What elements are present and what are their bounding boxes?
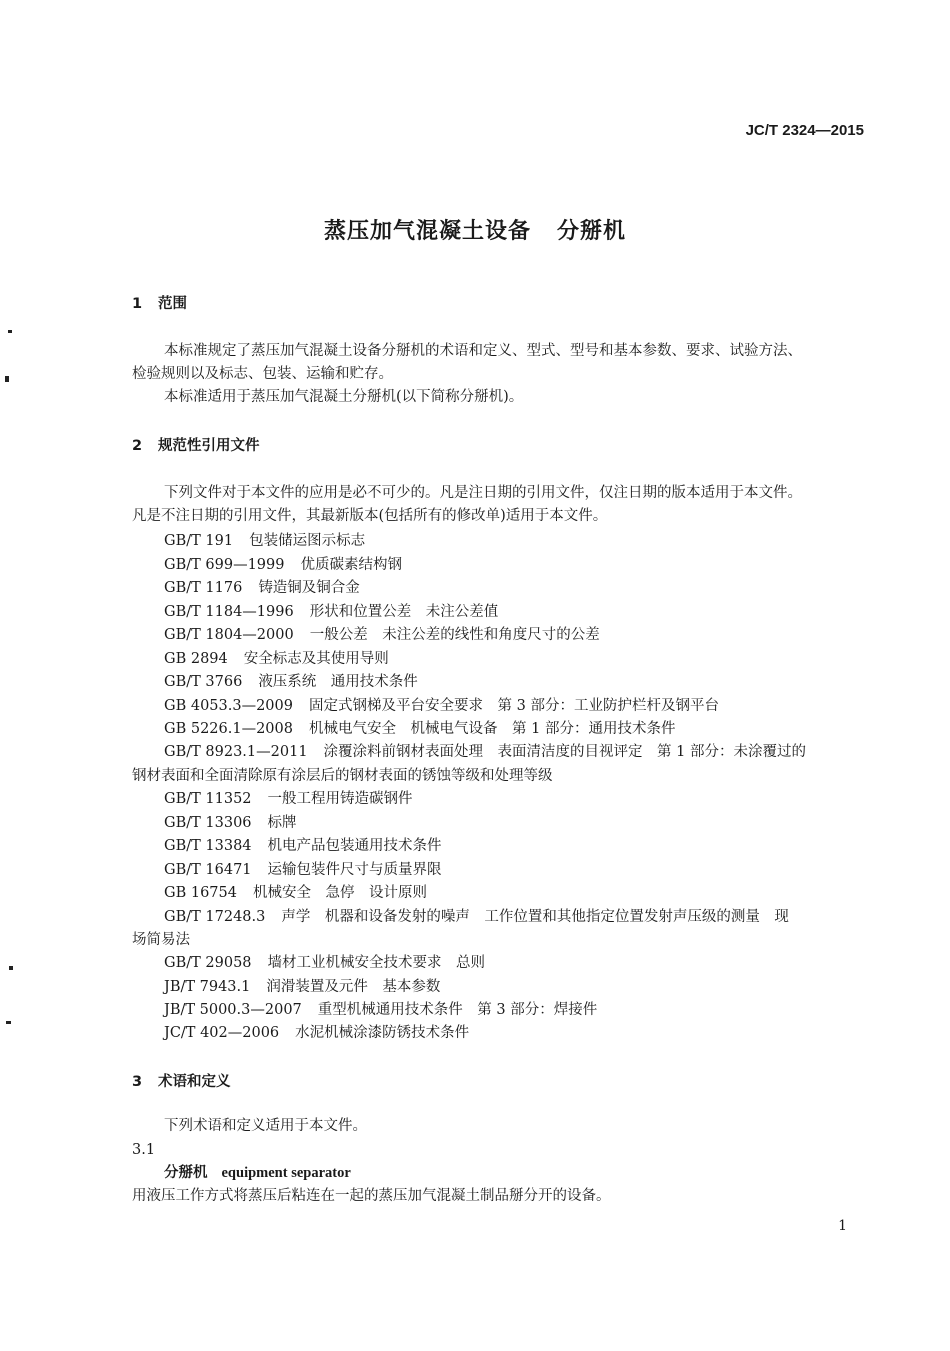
reference-item: GB/T 1804—2000 一般公差 未注公差的线性和角度尺寸的公差 [164,627,600,643]
scope-para-line: 检验规则以及标志、包装、运输和贮存。 [132,366,393,382]
reference-item: JB/T 7943.1 润滑装置及元件 基本参数 [164,979,441,995]
subclause-number: 3.1 [132,1142,156,1158]
reference-item-continuation: 场简易法 [132,932,190,948]
term-definition: 用液压工作方式将蒸压后粘连在一起的蒸压加气混凝土制品掰分开的设备。 [132,1188,611,1204]
reference-item: GB/T 1184—1996 形状和位置公差 未注公差值 [164,604,499,620]
reference-item: GB 4053.3—2009 固定式钢梯及平台安全要求 第 3 部分：工业防护栏杆及钢平台 [164,698,719,714]
reference-item: GB/T 11352 一般工程用铸造碳钢件 [164,791,413,807]
reference-item: GB/T 13384 机电产品包装通用技术条件 [164,838,442,854]
page-number: 1 [838,1218,847,1234]
reference-item: GB/T 17248.3 声学 机器和设备发射的噪声 工作位置和其他指定位置发射声压级的测量 现 [164,909,789,925]
reference-item: GB/T 3766 液压系统 通用技术条件 [164,674,418,690]
title-part-b: 分掰机 [557,219,627,244]
scope-para-line: 本标准规定了蒸压加气混凝土设备分掰机的术语和定义、型式、型号和基本参数、要求、试验方法、 [164,343,802,359]
reference-item: GB/T 8923.1—2011 涂覆涂料前钢材表面处理 表面清洁度的目视评定 第 1 部分：未涂覆过的 [164,744,806,760]
scan-mark [6,1021,11,1024]
section-heading-1: 1 范围 [132,296,187,312]
reference-item: GB/T 191 包装储运图示标志 [164,533,366,549]
scan-mark [9,966,13,970]
reference-item: JC/T 402—2006 水泥机械涂漆防锈技术条件 [164,1025,470,1041]
term-chinese: 分掰机 [164,1165,208,1181]
refs-intro-line: 凡是不注日期的引用文件，其最新版本(包括所有的修改单)适用于本文件。 [132,508,608,524]
reference-item: GB 5226.1—2008 机械电气安全 机械电气设备 第 1 部分：通用技术条件 [164,721,676,737]
term-english: equipment separator [221,1165,351,1181]
reference-item: GB 16754 机械安全 急停 设计原则 [164,885,427,901]
title-part-a: 蒸压加气混凝土设备 [323,219,531,244]
reference-item: JB/T 5000.3—2007 重型机械通用技术条件 第 3 部分：焊接件 [164,1002,598,1018]
reference-item: GB/T 13306 标牌 [164,815,297,831]
reference-item: GB/T 16471 运输包装件尺寸与质量界限 [164,862,442,878]
scan-mark [5,376,9,382]
scope-para-applicability: 本标准适用于蒸压加气混凝土分掰机(以下简称分掰机)。 [164,389,524,405]
section-heading-2: 2 规范性引用文件 [132,438,260,454]
terms-intro: 下列术语和定义适用于本文件。 [164,1118,367,1134]
section-heading-3: 3 术语和定义 [132,1074,231,1090]
reference-item: GB 2894 安全标志及其使用导则 [164,651,389,667]
scan-mark [8,330,12,333]
reference-item: GB/T 699—1999 优质碳素结构钢 [164,557,402,573]
reference-item: GB/T 29058 墙材工业机械安全技术要求 总则 [164,955,486,971]
term-entry [164,1162,351,1185]
refs-intro-line: 下列文件对于本文件的应用是必不可少的。凡是注日期的引用文件，仅注日期的版本适用于本文件。 [164,485,802,501]
standard-number: JC/T 2324—2015 [745,122,864,139]
reference-item-continuation: 钢材表面和全面清除原有涂层后的钢材表面的锈蚀等级和处理等级 [132,768,553,784]
document-title [0,214,950,245]
reference-item: GB/T 1176 铸造铜及铜合金 [164,580,360,596]
